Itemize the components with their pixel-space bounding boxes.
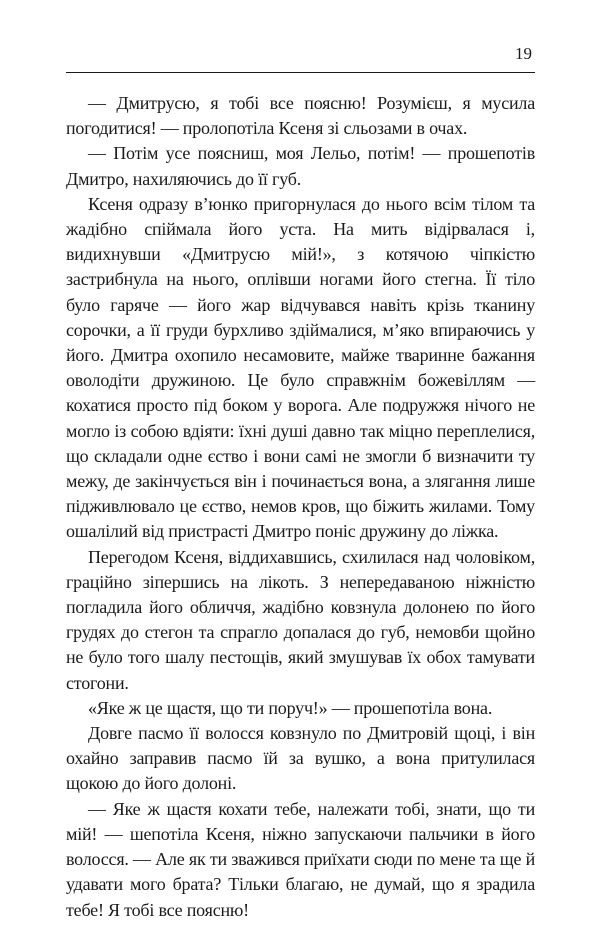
paragraph: Перегодом Ксеня, віддихавшись, схилилася над чоловіком, граційно зіпершись на лікоть. З непередаваною ніжністю погладила його обличчя, жадібно ковзнула долонею по його грудях до стегон та спрагло допалася до губ, немовби щойно не було того шалу пестощів, який змушував їх обох тамувати стогони.: [66, 546, 535, 693]
paragraph: Ксеня одразу в’юнко пригорнулася до нього всім тілом та жадібно спіймала його уста. На мить відірвалася і, видихнувши «Дмитрусю мій!», з котячою чіпкістю застрибнула на нього, оплівши ногами його стегна. Її тіло було гаряче — його жар відчувався навіть крізь тканину сорочки, а її груди бурхливо здіймалися, м’яко впираючись у його. Дмитра охопило несамовите, майже тваринне бажання оволодіти дружиною. Це було справжнім божевіллям — кохатися просто під боком у ворога. Але подружжя нічого не могло із собою вдіяти: їхні душі давно так міцно переплелися, що складали одне єство і вони самі не змогли б визначити ту межу, де закінчується він і починається вона, а злягання лише підживлювало це єство, немов кров, що біжить жилами. Тому ошалілий від пристрасті Дмитро поніс дружину до ліжка.: [66, 193, 535, 542]
paragraph: Довге пасмо її волосся ковзнуло по Дмитровій щоці, і він охайно заправив пасмо їй за вушко, а вона притулилася щокою до його долоні.: [66, 723, 535, 794]
paragraph: «Яке ж це щастя, що ти поруч!» — прошепотіла вона.: [88, 697, 493, 718]
header-rule: [66, 72, 535, 73]
paragraph: — Дмитрусю, я тобі все поясню! Розумієш, я мусила погодитися! — пролопотіла Ксеня зі сльозами в очах.: [66, 93, 535, 139]
text-body: [66, 91, 535, 923]
page-number: 19: [515, 44, 532, 63]
paragraph: — Яке ж щастя кохати тебе, належати тобі, знати, що ти мій! — шепотіла Ксеня, ніжно запускаючи пальчики в його волосся. — Але як ти зважився приїхати сюди по мене та ще й удавати мого брата? Тільки благаю, не думай, що я зрадила тебе! Я тобі все поясню!: [66, 798, 535, 920]
paragraph: — Потім усе поясниш, моя Лельо, потім! — прошепотів Дмитро, нахиляючись до її губ.: [66, 143, 535, 189]
